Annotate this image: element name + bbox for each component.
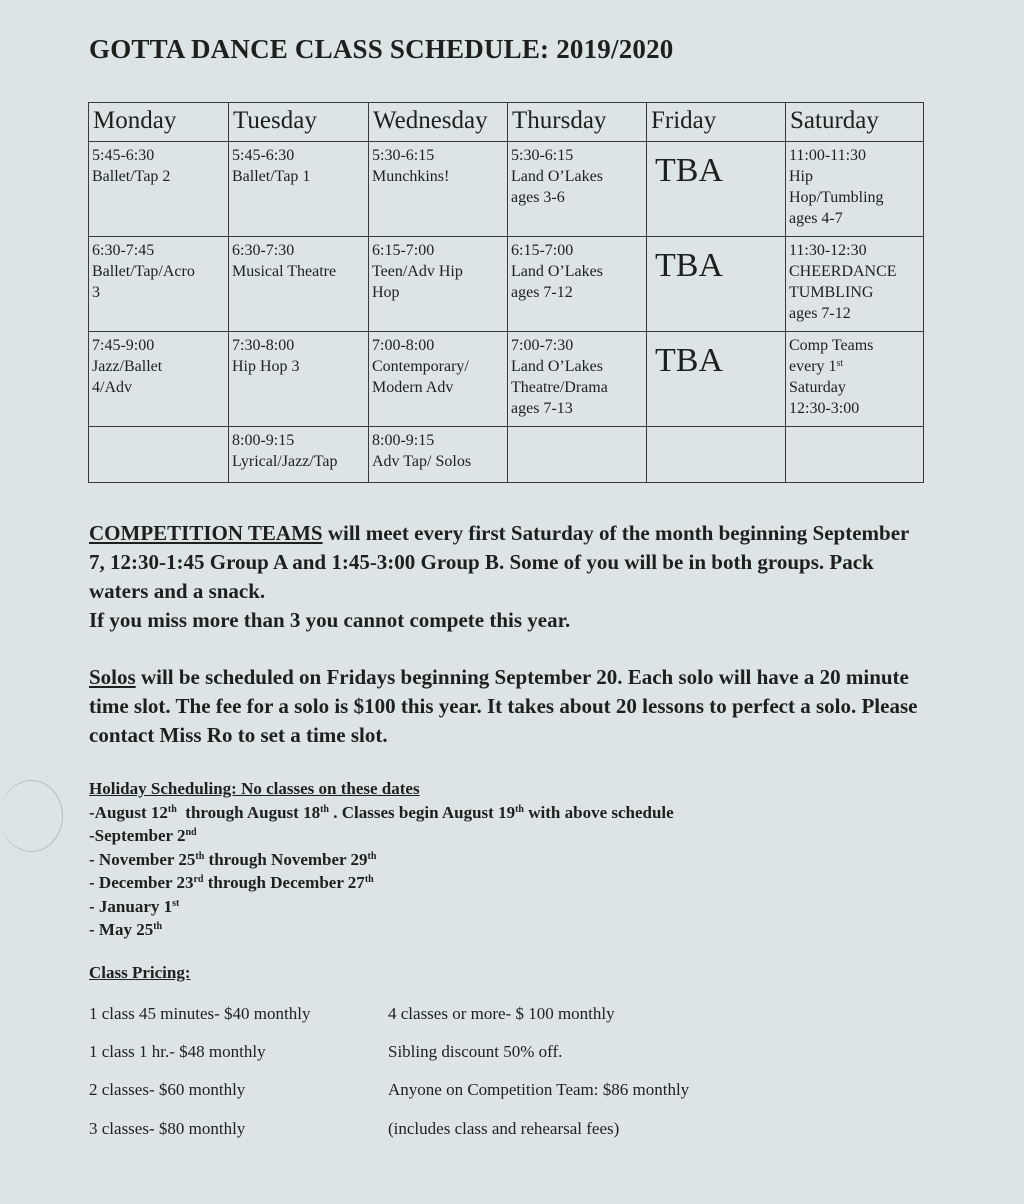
competition-paragraph: [89, 519, 929, 635]
holiday-date: - May 25th: [89, 920, 163, 939]
class-time: 6:15-7:00: [372, 242, 435, 259]
solos-heading: Solos: [89, 665, 136, 689]
price-item: 3 classes- $80 monthly: [89, 1119, 246, 1138]
class-time: 7:00-7:30: [511, 337, 574, 354]
schedule-cell: [786, 237, 924, 332]
holiday-section: [89, 777, 674, 942]
day-header: Wednesday: [369, 103, 508, 142]
day-header: Friday: [647, 103, 786, 142]
page-title: GOTTA DANCE CLASS SCHEDULE: 2019/2020: [89, 34, 674, 64]
class-time: 5:45-6:30: [232, 147, 295, 164]
schedule-cell: [89, 427, 229, 483]
class-detail: Lyrical/Jazz/Tap: [232, 453, 338, 470]
class-time: Comp Teams: [789, 337, 874, 354]
class-detail: ages 3-6: [511, 189, 565, 206]
schedule-cell: [647, 427, 786, 483]
schedule-table: [88, 102, 924, 483]
schedule-cell: [647, 142, 786, 237]
schedule-cell: [229, 427, 369, 483]
class-time: 7:00-8:00: [372, 337, 435, 354]
price-item: 4 classes or more- $ 100 monthly: [388, 1004, 615, 1023]
schedule-cell: [508, 142, 647, 237]
schedule-cell: [786, 427, 924, 483]
day-header: Monday: [89, 103, 229, 142]
class-time: 6:15-7:00: [511, 242, 574, 259]
schedule-row: [89, 427, 924, 483]
price-item: Anyone on Competition Team: $86 monthly: [388, 1080, 690, 1099]
schedule-cell: [89, 237, 229, 332]
schedule-header-row: [89, 103, 924, 142]
competition-heading: COMPETITION TEAMS: [89, 521, 323, 545]
class-detail: Land O’Lakes: [511, 168, 603, 185]
schedule-cell: [647, 237, 786, 332]
holiday-date: -August 12th through August 18th . Classes begin August 19th with above schedule: [89, 802, 674, 822]
class-detail: Hop: [372, 284, 400, 301]
holiday-date: - December 23rd through December 27th: [89, 873, 374, 892]
schedule-row: [89, 237, 924, 332]
tba-label: TBA: [655, 247, 723, 284]
class-detail: ages 4-7: [789, 210, 843, 227]
price-item: (includes class and rehearsal fees): [388, 1119, 620, 1138]
schedule-cell: [229, 142, 369, 237]
class-detail: 4/Adv: [92, 379, 132, 396]
class-detail: Theatre/Drama: [511, 379, 608, 396]
holiday-heading: Holiday Scheduling: No classes on these dates: [89, 779, 420, 798]
class-time: 5:30-6:15: [372, 147, 435, 164]
price-item: Sibling discount 50% off.: [388, 1042, 563, 1061]
class-detail: Musical Theatre: [232, 263, 337, 280]
price-item: 1 class 45 minutes- $40 monthly: [89, 1004, 311, 1023]
class-detail: Contemporary/: [372, 358, 469, 375]
day-header: Saturday: [786, 103, 924, 142]
class-detail: TUMBLING: [789, 284, 874, 301]
schedule-cell: [369, 237, 508, 332]
class-detail: Ballet/Tap/Acro: [92, 263, 195, 280]
holiday-date: -September 2nd: [89, 826, 197, 845]
class-time: 7:30-8:00: [232, 337, 295, 354]
class-time: 8:00-9:15: [372, 432, 435, 449]
class-detail: Ballet/Tap 2: [92, 168, 171, 185]
schedule-cell: [508, 332, 647, 427]
class-detail: Hop/Tumbling: [789, 189, 884, 206]
paper-mark: [0, 780, 63, 852]
class-detail: Munchkins!: [372, 168, 450, 185]
schedule-cell: [229, 332, 369, 427]
schedule-cell: [369, 332, 508, 427]
price-item: 2 classes- $60 monthly: [89, 1080, 246, 1099]
class-time: 6:30-7:45: [92, 242, 155, 259]
tba-label: TBA: [655, 152, 723, 189]
schedule-row: [89, 142, 924, 237]
price-item: 1 class 1 hr.- $48 monthly: [89, 1042, 266, 1061]
schedule-cell: [89, 332, 229, 427]
schedule-cell: [508, 237, 647, 332]
schedule-row: [89, 332, 924, 427]
class-detail: Hip: [789, 168, 813, 185]
class-time: 5:45-6:30: [92, 147, 155, 164]
class-detail: Land O’Lakes: [511, 358, 603, 375]
class-detail: 3: [92, 284, 100, 301]
class-detail: CHEERDANCE: [789, 263, 897, 280]
schedule-cell: [508, 427, 647, 483]
solos-text: will be scheduled on Fridays beginning September 20. Each solo will have a 20 minute time slot. The fee for a solo is $100 this year. It takes about 20 lessons to perfect a solo. Please contact Miss Ro to set a time slot.: [89, 665, 918, 747]
schedule-cell: [786, 332, 924, 427]
day-header: Thursday: [508, 103, 647, 142]
schedule-cell: [647, 332, 786, 427]
class-detail: ages 7-12: [511, 284, 573, 301]
class-detail: 12:30-3:00: [789, 400, 860, 417]
class-time: 7:45-9:00: [92, 337, 155, 354]
solos-paragraph: [89, 663, 919, 750]
holiday-date: - January 1st: [89, 896, 180, 916]
class-detail: Ballet/Tap 1: [232, 168, 311, 185]
competition-text: will meet every first Saturday of the month beginning September 7, 12:30-1:45 Group A and 1:45-3:00 Group B. Some of you will be in both groups. Pack waters and a snack.: [89, 521, 909, 603]
class-detail: Saturday: [789, 379, 846, 396]
class-time: 6:30-7:30: [232, 242, 295, 259]
class-detail: Land O’Lakes: [511, 263, 603, 280]
class-time: 11:00-11:30: [789, 147, 867, 164]
day-header: Tuesday: [229, 103, 369, 142]
class-detail: Jazz/Ballet: [92, 358, 163, 375]
competition-warning: If you miss more than 3 you cannot compete this year.: [89, 608, 571, 632]
holiday-date: - November 25th through November 29th: [89, 849, 377, 869]
schedule-cell: [786, 142, 924, 237]
schedule-cell: [229, 237, 369, 332]
tba-label: TBA: [655, 342, 723, 379]
class-time: 8:00-9:15: [232, 432, 295, 449]
schedule-cell: [369, 427, 508, 483]
class-time: 5:30-6:15: [511, 147, 574, 164]
schedule-cell: [369, 142, 508, 237]
class-detail: every 1st: [789, 358, 844, 375]
class-detail: ages 7-13: [511, 400, 573, 417]
class-detail: Teen/Adv Hip: [372, 263, 463, 280]
class-detail: Adv Tap/ Solos: [372, 453, 472, 470]
schedule-cell: [89, 142, 229, 237]
class-detail: Modern Adv: [372, 379, 454, 396]
class-detail: Hip Hop 3: [232, 358, 300, 375]
pricing-heading: Class Pricing:: [89, 963, 191, 982]
class-time: 11:30-12:30: [789, 242, 867, 259]
class-detail: ages 7-12: [789, 305, 851, 322]
